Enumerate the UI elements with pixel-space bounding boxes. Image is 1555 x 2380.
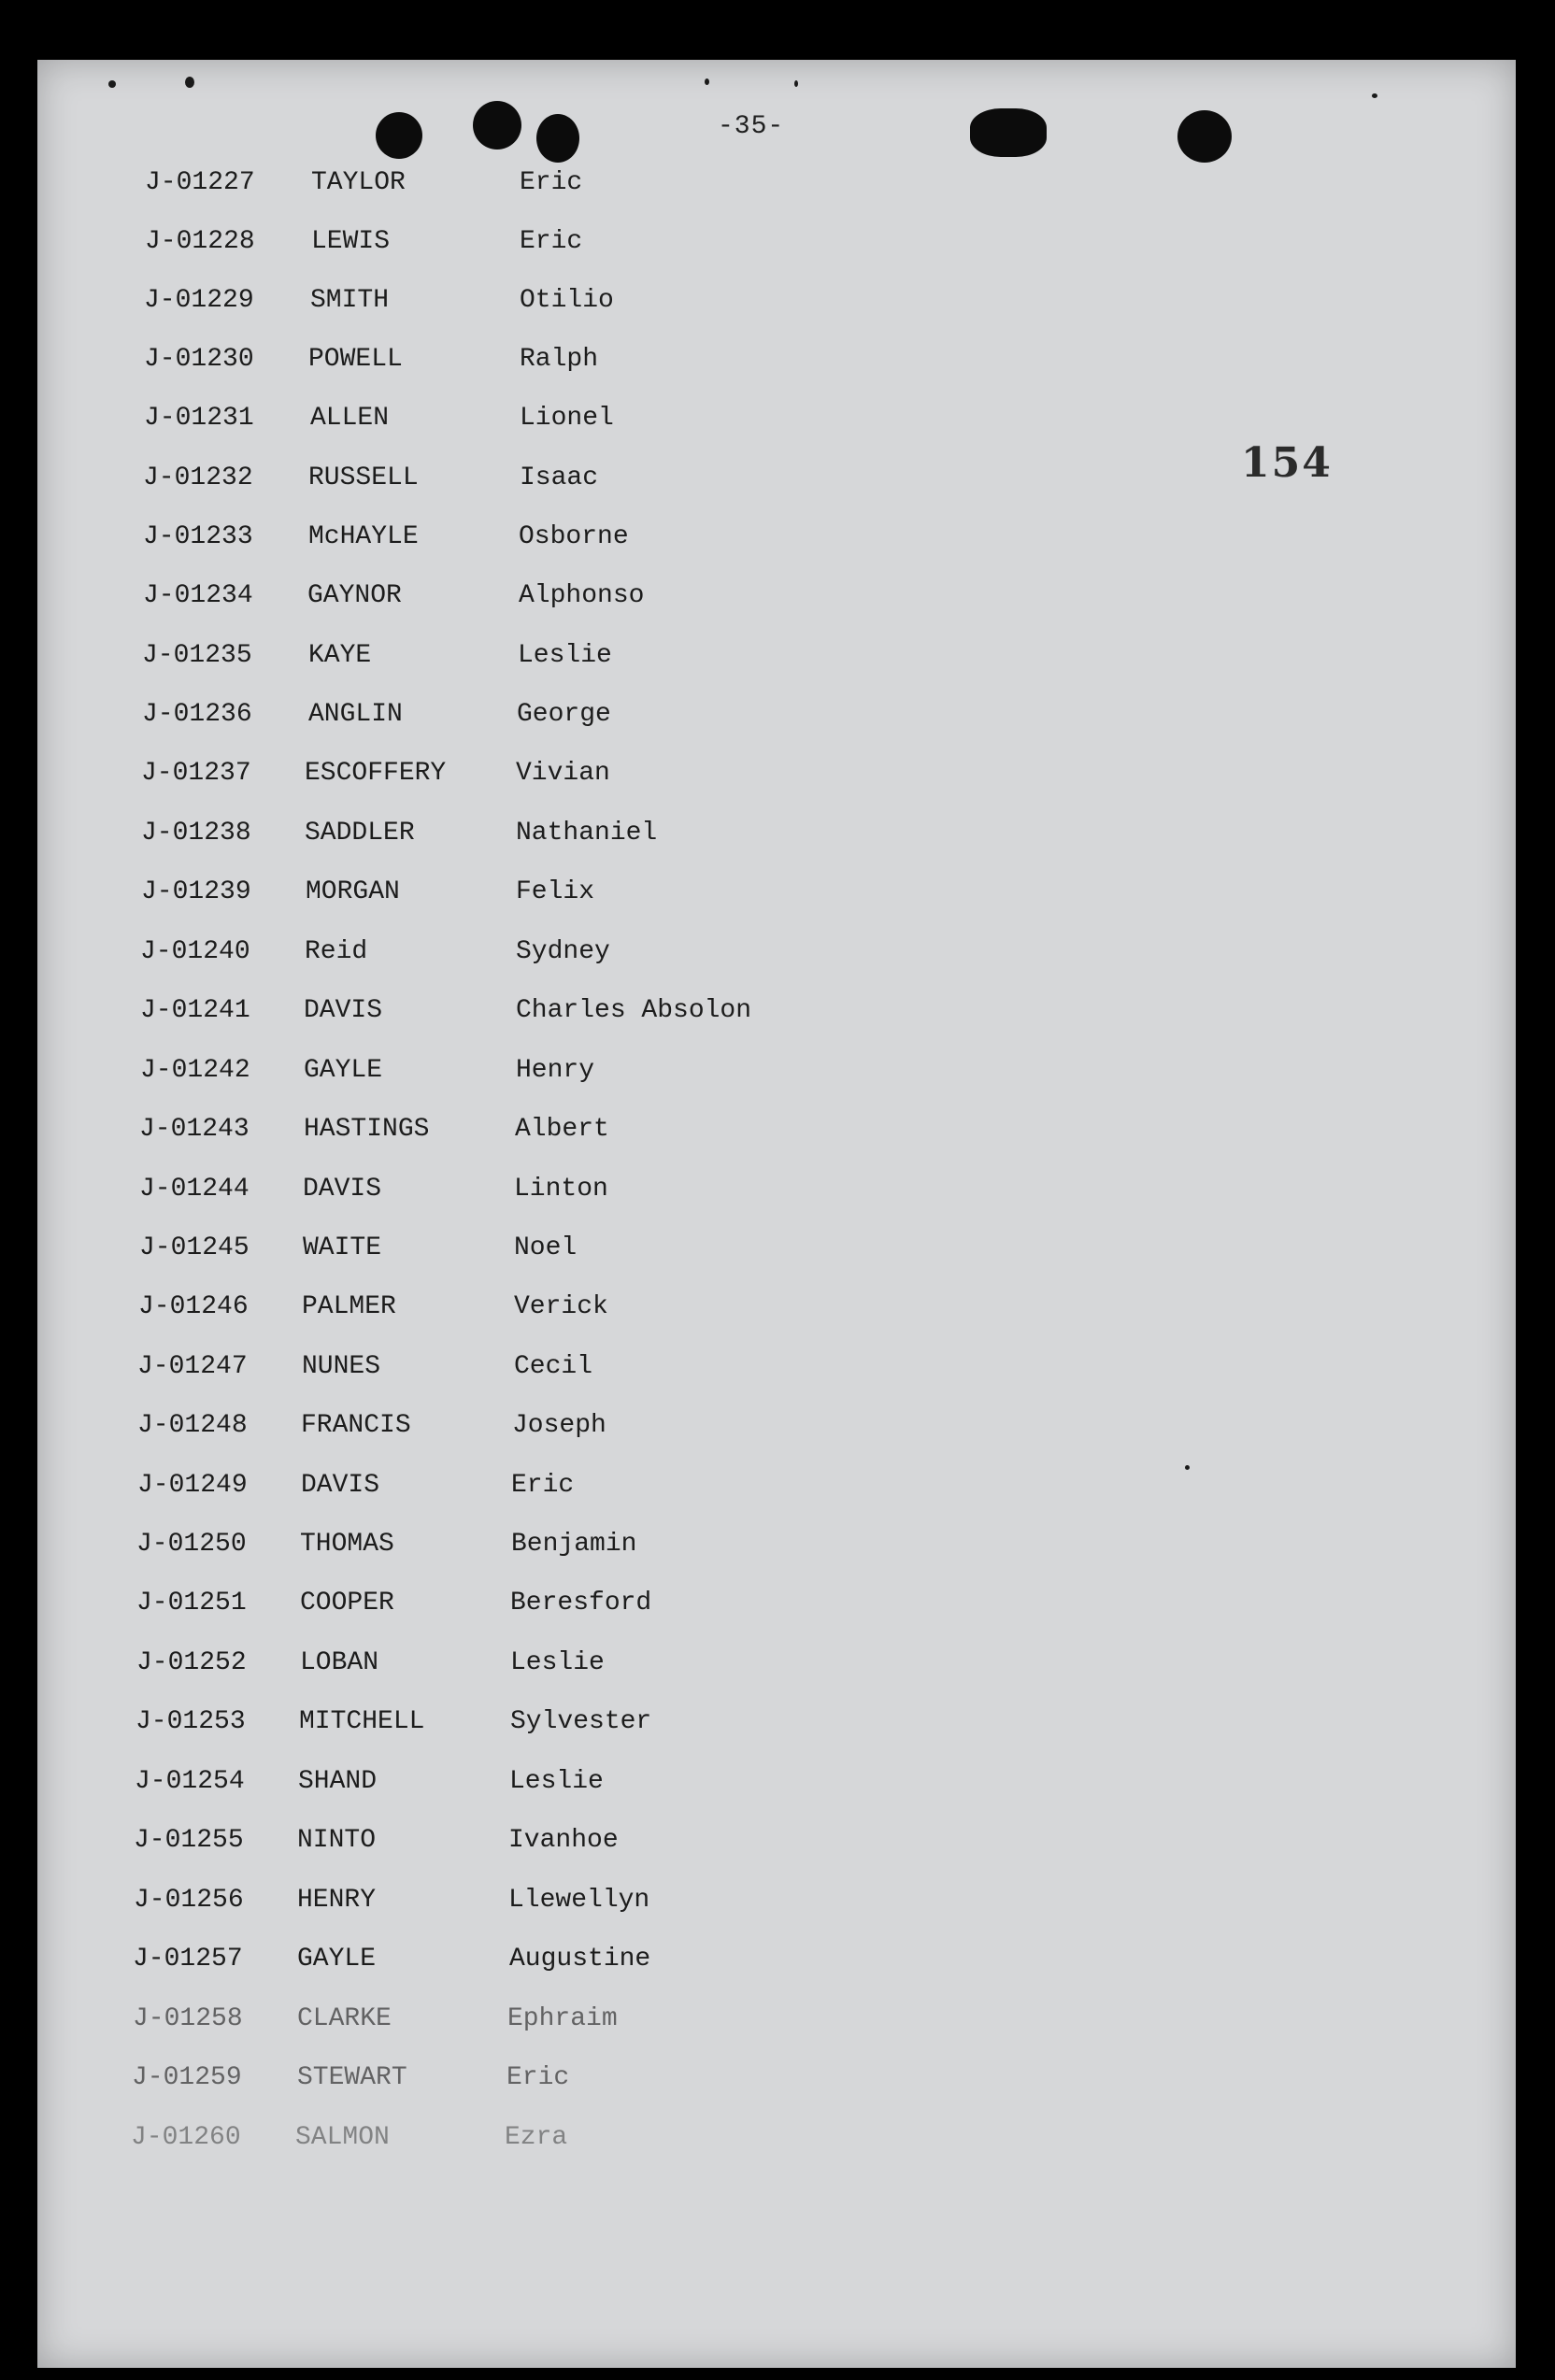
registration-number: J-01229 [144, 286, 254, 315]
registration-number: J-01255 [134, 1826, 244, 1855]
registration-number: J-01250 [136, 1530, 247, 1559]
registration-number: J-01235 [142, 641, 252, 670]
speck [1185, 1465, 1190, 1470]
registration-number: J-01251 [136, 1589, 247, 1618]
given-name: Charles Absolon [516, 996, 752, 1025]
surname: ANGLIN [308, 700, 403, 729]
surname: SHAND [298, 1767, 378, 1796]
surname: STEWART [297, 2063, 407, 2092]
surname: Reid [305, 937, 368, 966]
registration-number: J-01258 [133, 2004, 243, 2033]
given-name: Felix [516, 877, 595, 906]
surname: SMITH [310, 286, 390, 315]
surname: LEWIS [311, 227, 391, 256]
registration-number: J-01228 [145, 227, 255, 256]
registration-number: J-01253 [136, 1707, 246, 1736]
speck [705, 78, 709, 85]
punch-hole [376, 112, 422, 159]
surname: GAYLE [304, 1056, 383, 1085]
surname: KAYE [308, 641, 372, 670]
registration-number: J-01227 [145, 168, 255, 197]
registration-number: J-01234 [143, 581, 253, 610]
given-name: George [517, 700, 611, 729]
given-name: Augustine [509, 1945, 651, 1974]
surname: HENRY [297, 1886, 377, 1915]
given-name: Sylvester [510, 1707, 652, 1736]
registration-number: J-01243 [139, 1115, 250, 1144]
surname: LOBAN [300, 1648, 379, 1677]
registration-number: J-01238 [141, 819, 251, 848]
given-name: Eric [520, 227, 583, 256]
surname: WAITE [303, 1233, 382, 1262]
stamp-number: 154 [1241, 439, 1333, 487]
given-name: Verick [514, 1292, 608, 1321]
given-name: Llewellyn [508, 1886, 650, 1915]
registration-number: J-01246 [138, 1292, 249, 1321]
surname: SADDLER [305, 819, 415, 848]
given-name: Beresford [510, 1589, 652, 1618]
registration-number: J-01252 [136, 1648, 247, 1677]
surname: DAVIS [303, 1175, 382, 1204]
given-name: Lionel [520, 404, 614, 433]
punch-hole [473, 101, 521, 150]
registration-number: J-01239 [141, 877, 251, 906]
given-name: Ralph [520, 345, 599, 374]
punch-hole [970, 108, 1047, 157]
surname: McHAYLE [308, 522, 419, 551]
given-name: Alphonso [519, 581, 645, 610]
given-name: Sydney [516, 937, 610, 966]
given-name: Linton [514, 1175, 608, 1204]
given-name: Eric [520, 168, 583, 197]
given-name: Ivanhoe [508, 1826, 619, 1855]
given-name: Isaac [520, 463, 599, 492]
registration-number: J-01260 [131, 2123, 241, 2152]
surname: HASTINGS [304, 1115, 430, 1144]
surname: FRANCIS [301, 1411, 411, 1440]
document-page [37, 60, 1516, 2368]
given-name: Eric [506, 2063, 570, 2092]
given-name: Otilio [520, 286, 614, 315]
surname: PALMER [302, 1292, 396, 1321]
speck [108, 80, 116, 88]
registration-number: J-01245 [139, 1233, 250, 1262]
speck [185, 77, 194, 88]
surname: THOMAS [300, 1530, 394, 1559]
given-name: Noel [514, 1233, 578, 1262]
registration-number: J-01247 [137, 1352, 248, 1381]
registration-number: J-01237 [141, 759, 251, 788]
surname: ESCOFFERY [305, 759, 447, 788]
given-name: Leslie [518, 641, 612, 670]
given-name: Osborne [519, 522, 629, 551]
surname: NUNES [302, 1352, 381, 1381]
given-name: Leslie [510, 1648, 605, 1677]
speck [1372, 93, 1377, 98]
given-name: Albert [515, 1115, 609, 1144]
given-name: Benjamin [511, 1530, 637, 1559]
punch-hole [1177, 110, 1232, 163]
surname: GAYLE [297, 1945, 377, 1974]
surname: CLARKE [297, 2004, 392, 2033]
surname: MITCHELL [299, 1707, 425, 1736]
surname: SALMON [295, 2123, 390, 2152]
given-name: Joseph [512, 1411, 606, 1440]
surname: MORGAN [306, 877, 400, 906]
surname: GAYNOR [307, 581, 402, 610]
registration-number: J-01242 [140, 1056, 250, 1085]
given-name: Nathaniel [516, 819, 658, 848]
page-number: -35- [718, 112, 785, 141]
surname: POWELL [308, 345, 403, 374]
registration-number: J-01259 [132, 2063, 242, 2092]
registration-number: J-01254 [135, 1767, 245, 1796]
registration-number: J-01230 [144, 345, 254, 374]
registration-number: J-01256 [134, 1886, 244, 1915]
given-name: Vivian [516, 759, 610, 788]
surname: ALLEN [310, 404, 390, 433]
given-name: Ephraim [507, 2004, 618, 2033]
registration-number: J-01244 [139, 1175, 250, 1204]
surname: RUSSELL [308, 463, 419, 492]
surname: TAYLOR [311, 168, 406, 197]
punch-hole [536, 114, 579, 163]
registration-number: J-01248 [137, 1411, 248, 1440]
registration-number: J-01249 [137, 1471, 248, 1500]
registration-number: J-01241 [140, 996, 250, 1025]
registration-number: J-01231 [144, 404, 254, 433]
given-name: Eric [511, 1471, 575, 1500]
surname: COOPER [300, 1589, 394, 1618]
registration-number: J-01232 [143, 463, 253, 492]
surname: DAVIS [301, 1471, 380, 1500]
surname: DAVIS [304, 996, 383, 1025]
registration-number: J-01236 [142, 700, 252, 729]
registration-number: J-01240 [140, 937, 250, 966]
given-name: Cecil [514, 1352, 593, 1381]
registration-number: J-01233 [143, 522, 253, 551]
given-name: Ezra [505, 2123, 568, 2152]
registration-number: J-01257 [133, 1945, 243, 1974]
given-name: Leslie [509, 1767, 604, 1796]
speck [794, 80, 798, 87]
surname: NINTO [297, 1826, 377, 1855]
given-name: Henry [516, 1056, 595, 1085]
